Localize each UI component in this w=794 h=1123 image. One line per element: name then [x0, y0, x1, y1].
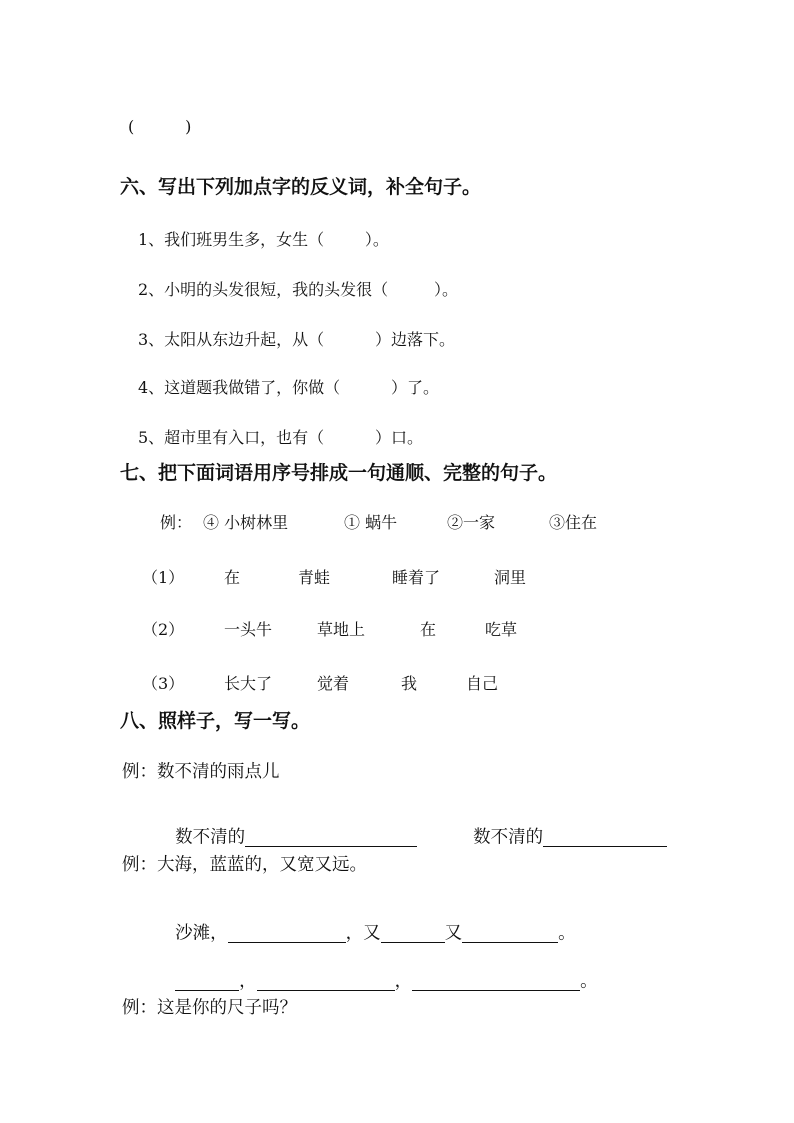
answer-blank-5[interactable] [462, 924, 558, 943]
section-seven-example-label: 例： [160, 513, 193, 532]
section-eight-example-1: 例：数不清的雨点儿 [122, 762, 280, 782]
section-eight-example-2: 例：大海，蓝蓝的，又宽又远。 [122, 855, 367, 875]
section-eight-example-3: 例：这是你的尺子吗？ [122, 998, 297, 1018]
section-seven-row-3-number: （3） [142, 674, 185, 693]
section-six-title: 六、写出下列加点字的反义词，补全句子。 [120, 176, 482, 198]
comma: ， [345, 923, 364, 943]
answer-blank-7[interactable] [257, 972, 395, 991]
fill-prefix-b: 数不清的 [473, 827, 544, 847]
answer-blank-6[interactable] [175, 972, 239, 991]
fill-prefix-a: 数不清的 [175, 827, 246, 847]
you-char-2: 又 [444, 923, 463, 943]
section-eight-fill-row-1 [164, 810, 417, 847]
section-seven-row-3-word-2: 觉着 [317, 674, 350, 693]
section-seven-row-3-word-1: 长大了 [224, 674, 273, 693]
section-eight-title: 八、照样子，写一写。 [120, 710, 311, 732]
section-six-item-3: 3、太阳从东边升起，从（ ）边落下。 [138, 330, 456, 349]
comma: ， [394, 971, 413, 991]
section-seven-example-word-1: ④ 小树林里 [203, 513, 289, 532]
section-six-item-2: 2、小明的头发很短，我的头发很（ ）。 [138, 280, 458, 299]
section-seven-example-word-3: ②一家 [447, 513, 496, 532]
section-six-item-1: 1、我们班男生多，女生（ ）。 [138, 230, 389, 249]
you-char-1: 又 [363, 923, 381, 943]
section-six-item-5: 5、超市里有入口，也有（ ）口。 [138, 428, 424, 447]
period: 。 [580, 971, 598, 991]
section-seven-example-word-2: ① 蜗牛 [344, 513, 398, 532]
section-seven-title: 七、把下面词语用序号排成一句通顺、完整的句子。 [120, 462, 558, 484]
section-seven-row-1-word-2: 青蛙 [298, 568, 331, 587]
section-seven-row-2-number: （2） [142, 620, 185, 639]
section-seven-row-2-word-4: 吃草 [485, 620, 518, 639]
answer-blank-3[interactable] [228, 924, 346, 943]
section-seven-row-1-word-4: 洞里 [494, 568, 527, 587]
period: 。 [558, 923, 576, 943]
section-seven-row-1-word-3: 睡着了 [392, 568, 441, 587]
answer-blank-2[interactable] [543, 828, 667, 847]
section-six-item-4: 4、这道题我做错了，你做（ ）了。 [138, 378, 440, 397]
answer-blank-8[interactable] [412, 972, 580, 991]
top-answer-paren: ( ) [128, 117, 192, 136]
fill-start-word: 沙滩， [175, 923, 228, 943]
section-seven-row-3-word-3: 我 [401, 674, 418, 693]
section-seven-row-3-word-4: 自己 [466, 674, 499, 693]
section-eight-fill-row-2 [164, 906, 576, 943]
section-seven-example-word-4: ③住在 [549, 513, 598, 532]
answer-blank-4[interactable] [381, 924, 445, 943]
section-seven-row-1-number: （1） [142, 568, 185, 587]
section-seven-row-1-word-1: 在 [224, 568, 241, 587]
section-seven-row-2-word-3: 在 [420, 620, 437, 639]
section-seven-row-2-word-2: 草地上 [317, 620, 366, 639]
section-eight-fill-row-1b [462, 810, 667, 847]
comma: ， [239, 971, 257, 991]
section-seven-row-2-word-1: 一头牛 [224, 620, 273, 639]
section-eight-fill-row-3 [164, 954, 598, 991]
answer-blank-1[interactable] [245, 828, 417, 847]
